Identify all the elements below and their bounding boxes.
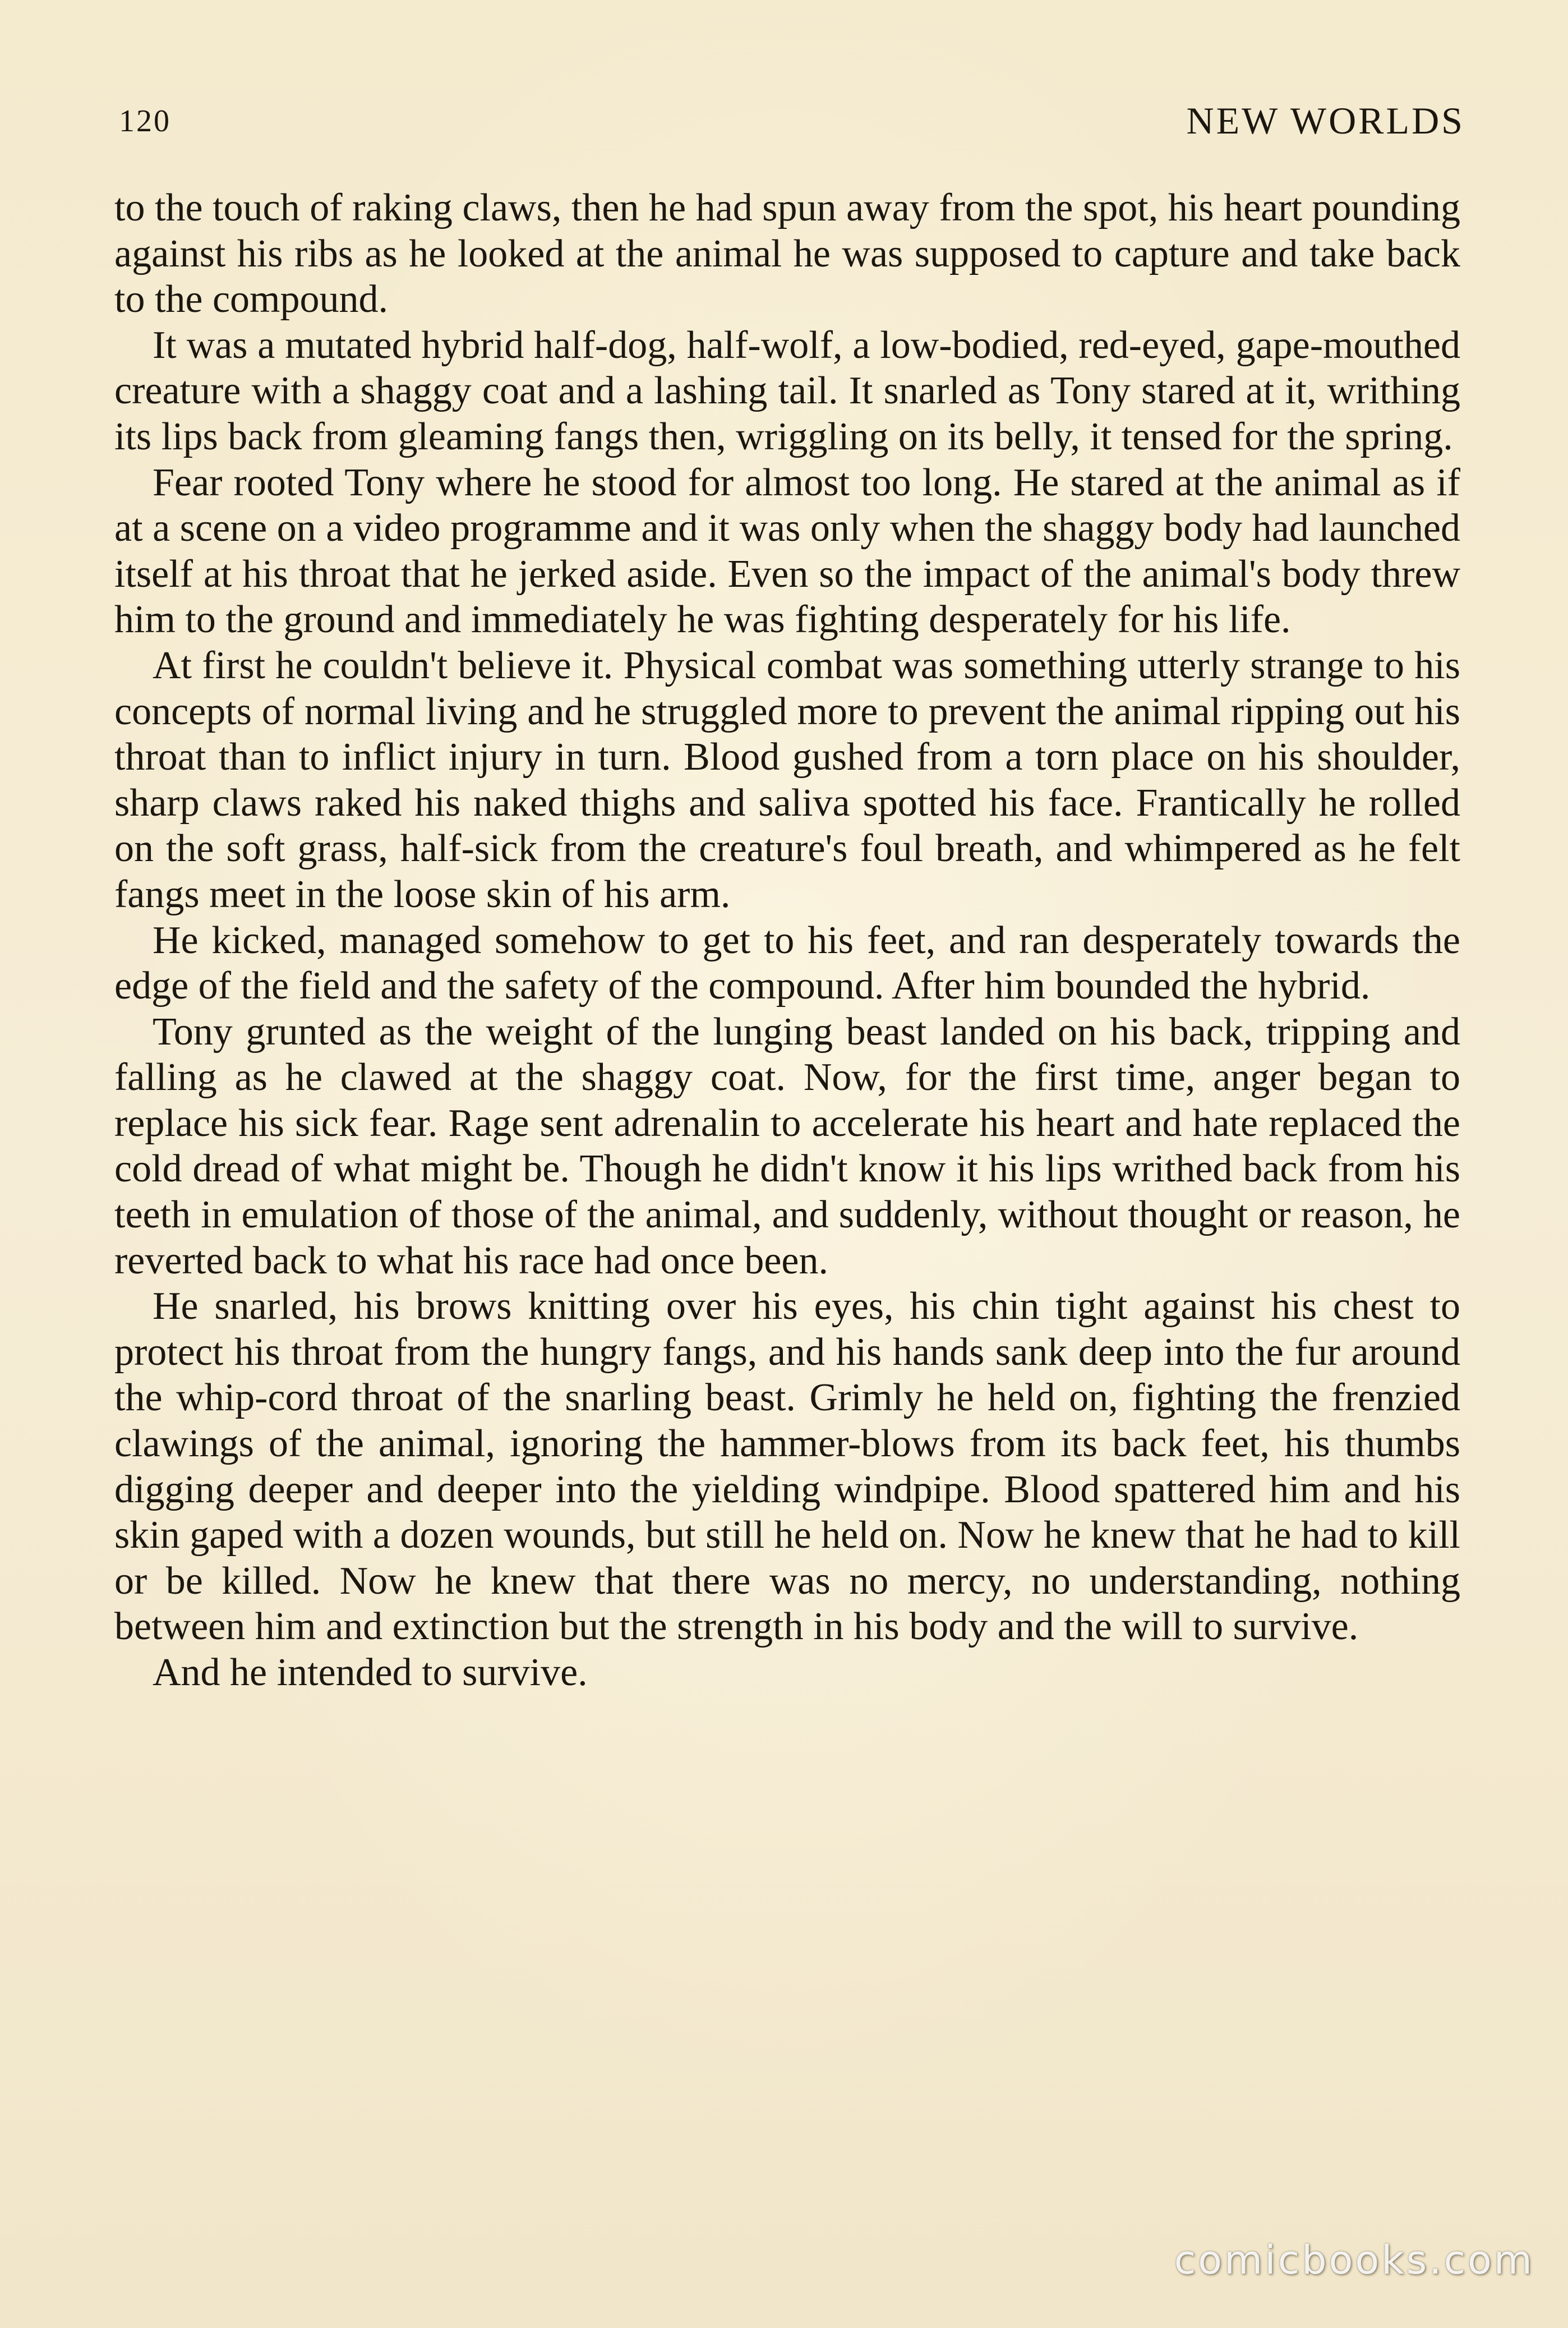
paragraph: He snarled, his brows knitting over his eyes, his chin tight against his chest to protect his throat from the hungry fangs, and his hands sank deep into the fur around the whip-cord throat of the snarling beast. Grimly he held on, fighting the frenzied clawings of the animal, ignoring the hammer-blows from its back feet, his thumbs digging deeper and deeper into the yielding windpipe. Blood spattered him and his skin gaped with a dozen wounds, but still he held on. Now he knew that he had to kill or be killed. Now he knew that there was no mercy, no understanding, nothing between him and extinction but the strength in his body and the will to survive. [114,1285,1460,1649]
watermark: comicbooks.com [1174,2237,1534,2283]
paragraph-continued: to the touch of raking claws, then he had spun away from the spot, his heart pounding against his ribs as he looked at the animal he was supposed to capture and take back to the compound. [114,186,1460,321]
paragraph: Fear rooted Tony where he stood for almost too long. He stared at the animal as if at a scene on a video programme and it was only when the shaggy body had launched itself at his throat that he jerked aside. Even so the impact of the animal's body threw him to the ground and immediately he was fighting desperately for his life. [114,461,1460,642]
paragraph-final: And he intended to survive. [153,1651,588,1694]
paragraph: It was a mutated hybrid half-dog, half-wolf, a low-bodied, red-eyed, gape-mouthed creature with a shaggy coat and a lashing tail. It snarled as Tony stared at it, writhing its lips back from gleaming fangs then, wriggling on its belly, it tensed for the spring. [114,323,1460,458]
paragraph: Tony grunted as the weight of the lunging beast landed on his back, tripping and falling as he clawed at the shaggy coat. Now, for the first time, anger began to replace his sick fear. Rage sent adrenalin to accelerate his heart and hate replaced the cold dread of what might be. Though he didn't know it his lips writhed back from his teeth in emulation of those of the animal, and suddenly, without thought or reason, he reverted back to what his race had once been. [114,1010,1460,1282]
body-text [114,185,1460,1696]
running-head [119,99,1465,149]
page-number: 120 [119,104,171,139]
paragraph: At first he couldn't believe it. Physical combat was something utterly strange to his concepts of normal living and he struggled more to prevent the animal ripping out his throat than to inflict injury in turn. Blood gushed from a torn place on his shoulder, sharp claws raked his naked thighs and saliva spotted his face. Frantically he rolled on the soft grass, half-sick from the creature's foul breath, and whimpered as he felt fangs meet in the loose skin of his arm. [114,643,1460,916]
paragraph: He kicked, managed somehow to get to his feet, and ran desperately towards the edge of the field and the safety of the compound. After him bounded the hybrid. [114,918,1460,1008]
journal-title: NEW WORLDS [1186,99,1465,142]
